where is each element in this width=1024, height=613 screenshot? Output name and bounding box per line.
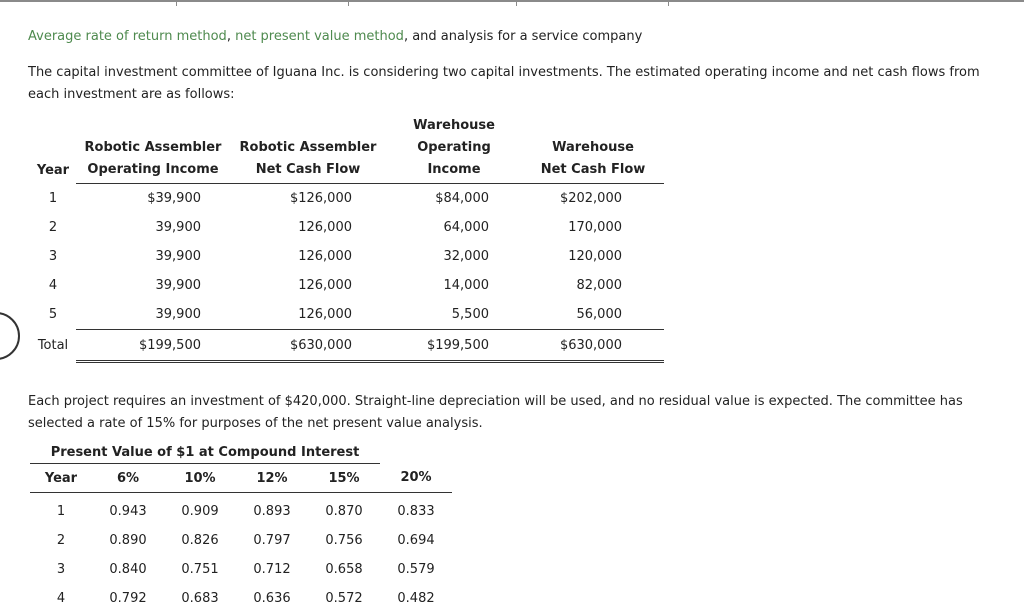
ra-cash-cell: 126,000: [298, 220, 352, 235]
pv-table-title: Present Value of $1 at Compound Interest: [30, 441, 380, 464]
wh-cash-cell: $202,000: [559, 191, 622, 206]
ra-income-cell: $39,900: [147, 191, 201, 206]
col-header-wh-income: [386, 115, 522, 184]
header-text: Operating Income: [87, 162, 219, 177]
header-text: Net Cash Flow: [255, 162, 361, 177]
total-row: [30, 330, 664, 362]
top-rule-tick: [348, 0, 349, 6]
pv-year-cell: 4: [56, 591, 66, 606]
pv-year-cell: 1: [56, 504, 66, 519]
ra-cash-cell: 126,000: [230, 300, 386, 330]
pv-cell: 0.658: [325, 562, 363, 577]
ra-income-cell: 39,900: [155, 278, 201, 293]
header-text: Warehouse: [413, 118, 495, 133]
ra-cash-cell: $126,000: [289, 191, 352, 206]
pv-header-10: 10%: [164, 464, 236, 493]
pv-cell: 0.572: [325, 591, 363, 606]
table-row: [30, 184, 664, 214]
pv-cell: 0.909: [181, 504, 219, 519]
total-label: Total: [37, 338, 69, 353]
investment-table: [30, 115, 664, 363]
col-header-year: [30, 115, 76, 184]
pv-cell: 0.579: [397, 562, 435, 577]
pv-cell: 0.712: [253, 562, 291, 577]
average-rate-of-return-link[interactable]: Average rate of return method: [28, 29, 227, 44]
pv-cell: 0.751: [181, 562, 219, 577]
nav-circle-button[interactable]: [0, 312, 20, 360]
pv-header-20: 20%: [380, 464, 452, 493]
header-text: Robotic Assembler: [84, 140, 222, 155]
wh-income-cell: 32,000: [443, 249, 489, 264]
year-cell: 3: [48, 249, 58, 264]
pv-cell: 0.636: [253, 591, 291, 606]
ra-cash-cell: 126,000: [298, 249, 352, 264]
top-rule-tick: [668, 0, 669, 6]
col-header-ra-income: [76, 115, 230, 184]
header-text: Operating: [417, 140, 491, 155]
pv-cell: 0.840: [109, 562, 147, 577]
table-row: [30, 493, 452, 527]
pv-cell: 0.694: [397, 533, 435, 548]
ra-income-cell: 39,900: [155, 220, 201, 235]
pv-cell: 0.683: [181, 591, 219, 606]
wh-cash-total: $630,000: [522, 330, 664, 362]
wh-income-cell: 64,000: [443, 220, 489, 235]
pv-cell: 0.482: [397, 591, 435, 606]
pv-cell: 0.893: [253, 504, 291, 519]
table-row: [30, 213, 664, 242]
problem-title: [28, 29, 642, 44]
top-rule-tick: [516, 0, 517, 6]
pv-cell: 0.797: [253, 533, 291, 548]
pv-cell: 0.890: [109, 533, 147, 548]
table-row: [30, 271, 664, 300]
col-header-ra-cash: [230, 115, 386, 184]
net-present-value-link[interactable]: net present value method: [235, 29, 404, 44]
pv-header-12: 12%: [236, 464, 308, 493]
pv-header-year: Year: [30, 464, 92, 493]
top-rule-tick: [176, 0, 177, 6]
pv-title-spacer: [380, 441, 452, 464]
table-row: [30, 584, 452, 613]
ra-income-total: $199,500: [76, 330, 230, 362]
pv-cell: 0.826: [181, 533, 219, 548]
pv-year-cell: 3: [56, 562, 66, 577]
year-cell: 5: [48, 307, 58, 323]
top-rule: [0, 0, 1024, 2]
ra-cash-total: $630,000: [230, 330, 386, 362]
investment-paragraph: Each project requires an investment of $420,000. Straight-line depreciation will be used, and no residual value is expected. The committee has selected a rate of 15% for purposes of the net present value analysis.: [28, 394, 963, 431]
wh-income-total: $199,500: [386, 330, 522, 362]
wh-income-cell: 5,500: [386, 300, 522, 330]
wh-cash-cell: 56,000: [522, 300, 664, 330]
col-header-wh-cash: [522, 115, 664, 184]
title-separator: ,: [226, 29, 236, 44]
table-row: [30, 526, 452, 555]
header-text: Warehouse: [552, 140, 634, 155]
pv-header-6: 6%: [92, 464, 164, 493]
header-text: Income: [427, 162, 481, 177]
header-text: Year: [36, 162, 70, 178]
pv-header-15: 15%: [308, 464, 380, 493]
pv-cell: 0.833: [397, 504, 435, 519]
pv-cell: 0.792: [109, 591, 147, 606]
year-cell: 1: [48, 190, 58, 206]
header-text: Net Cash Flow: [540, 162, 646, 177]
table-row: [30, 300, 664, 330]
wh-cash-cell: 82,000: [576, 278, 622, 293]
year-cell: 2: [48, 220, 58, 235]
wh-cash-cell: 120,000: [568, 249, 622, 264]
ra-income-cell: 39,900: [155, 249, 201, 264]
ra-income-cell: 39,900: [76, 300, 230, 330]
table-row: [30, 555, 452, 584]
pv-cell: 0.870: [325, 504, 363, 519]
table-row: [30, 242, 664, 271]
title-rest: , and analysis for a service company: [403, 29, 643, 44]
pv-year-cell: 2: [56, 533, 66, 548]
wh-income-cell: $84,000: [435, 191, 489, 206]
ra-cash-cell: 126,000: [298, 278, 352, 293]
header-text: Robotic Assembler: [239, 140, 377, 155]
pv-cell: 0.756: [325, 533, 363, 548]
present-value-table: [30, 441, 452, 613]
wh-cash-cell: 170,000: [568, 220, 622, 235]
intro-paragraph: The capital investment committee of Iguana Inc. is considering two capital investments. The estimated operating income and net cash flows from each investment are as follows:: [28, 65, 980, 102]
pv-cell: 0.943: [109, 504, 147, 519]
wh-income-cell: 14,000: [443, 278, 489, 293]
year-cell: 4: [48, 278, 58, 293]
